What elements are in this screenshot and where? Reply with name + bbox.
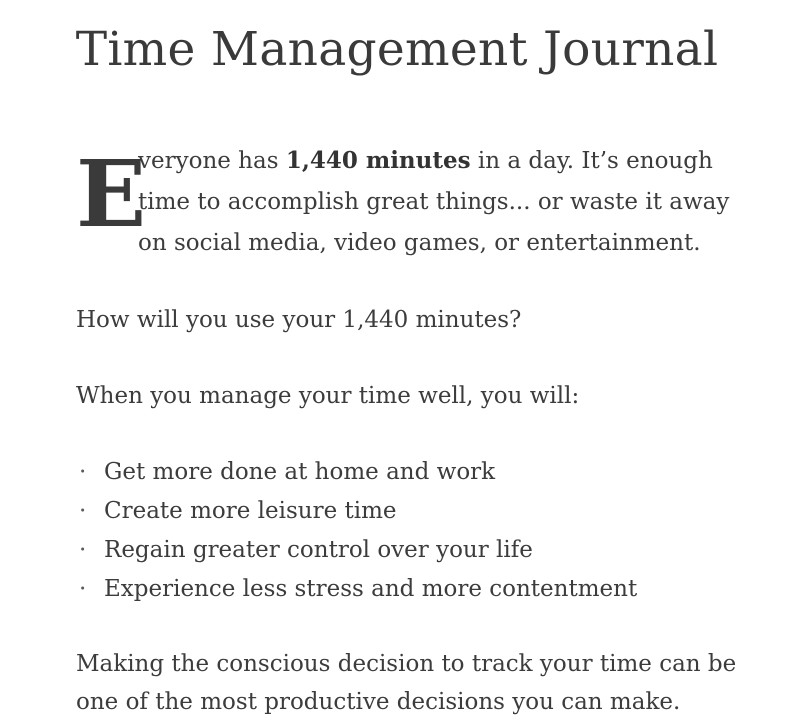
benefits-list [76,453,637,609]
intro-line-1-end: in a day. It’s enough [470,148,713,174]
list-item [76,492,637,531]
question-paragraph: How will you use your 1,440 minutes? [76,307,522,333]
bullet-icon: · [79,498,87,524]
benefit-text: Create more leisure time [104,498,397,524]
intro-line-1 [138,140,756,182]
benefit-text: Get more done at home and work [104,459,496,485]
intro-line-1-start: veryone has [138,148,286,174]
benefit-text: Regain greater control over your life [104,537,533,563]
drop-cap: E [76,140,147,248]
bullet-icon: · [79,537,87,563]
page-title: Time Management Journal [75,22,719,77]
intro-text [138,140,756,264]
list-item [76,531,637,570]
closing-line-1: Making the conscious decision to track your time can be [76,651,737,677]
closing-paragraph [76,645,736,721]
bullet-icon: · [79,576,87,602]
intro-line-3: on social media, video games, or entertainment. [138,230,701,256]
list-item [76,570,637,609]
list-item [76,453,637,492]
minutes-highlight: 1,440 minutes [285,147,471,174]
benefit-text: Experience less stress and more contentment [104,576,638,602]
benefits-intro: When you manage your time well, you will: [76,383,580,409]
intro-line-2: time to accomplish great things... or waste it away [138,189,730,215]
bullet-icon: · [79,459,87,485]
closing-line-2: one of the most productive decisions you can make. [76,689,681,715]
